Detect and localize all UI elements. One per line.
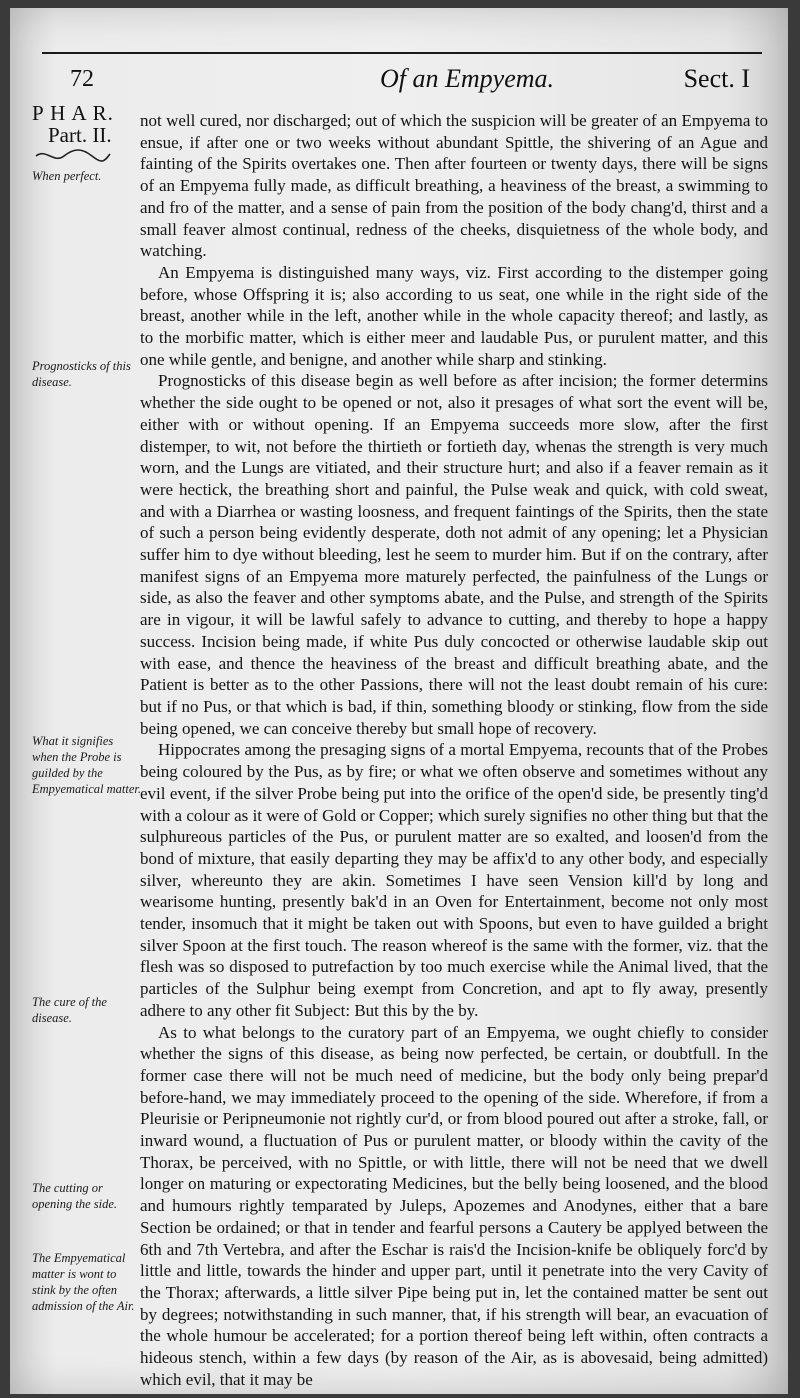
part-label: Part. II. <box>48 123 112 147</box>
running-title: Of an Empyema. <box>380 64 555 93</box>
sidenote-empyematical-matter: The Empyematical matter is wont to stink by the often admission of the Air. <box>32 1251 135 1313</box>
sidenote-cure: The cure of the disease. <box>32 995 107 1025</box>
header-rule <box>42 52 762 54</box>
sidenote-when-perfect: When perfect. <box>32 169 102 183</box>
paragraph-1: not well cured, nor discharged; out of which the suspicion will be greater of an Empyema to ensue, if after one or two weeks without abundant Spittle, the shivering of an Ague and fainting of the Spirits overtakes one. Then after fourteen or twenty days, there will be signs of an Empyema fully made, as difficult breathing, a heaviness of the breast, a swimming to and fro of the matter, and a sense of pain from the position of the body chang'd, thirst and a small feaver almost continual, redness of the cheeks, disquietness of the whole body, and watching. <box>140 111 768 261</box>
paragraph-5: As to what belongs to the curatory part of an Empyema, we ought chiefly to consider whether the signs of this disease, as being now perfected, be certain, or doubtfull. In the former case there will not be much need of medicine, but the body only being prepar'd before-hand, we may immediately proceed to the opening of the side. Wherefore, if from a Pleurisie or Peripneumonie not rightly cur'd, or from blood poured out after a stroke, fall, or inward wound, a fluctuation of Pus or purulent matter, or bloody within the cavity of the Thorax, be perceived, with no Spittle, or with little, there will not be need that we dwell longer on maturing or expectorating Medicines, but the belly being loosened, and the blood and humours rightly temparated by Juleps, Apozemes and Anodynes, either that a bare Section be ordained; or that in tender and fearful persons a Cautery be applyed between the 6th and 7th Vertebra, and after the Eschar is rais'd the Incision-knife be obliquely forc'd by little and little, towards the hinder and upper part, until it penetrate into the very Cavity of the Thorax; afterwards, a little silver Pipe being put in, let the contained matter be sent out by degrees; notwithstanding in such manner, that, if his strength will bear, an evacuation of the whole humour be accelerated; for a portion thereof being left within, often contracts a hideous stench, within a few days (by reason of the Air, as is abovesaid, being admitted) which evil, that it may be <box>140 1022 768 1389</box>
part-marker <box>32 102 132 164</box>
phar-label: P H A R. <box>32 101 114 125</box>
paragraph-2: An Empyema is distinguished many ways, viz. First according to the distemper going before, whose Offspring it is; also according to us seat, one while in the right side of the breast, another while in the left, another while in the whole capacity thereof; and lastly, as to the morbific matter, which is either meer and laudable Pus, or purulent matter, and this one while gentle, and benigne, and another while sharp and stinking. <box>140 262 768 369</box>
section-label: Sect. I <box>683 64 750 93</box>
paragraph-3: Prognosticks of this disease begin as well before as after incision; the former determins whether the side ought to be opened or not, also it presages of what sort the event will be, either with or without opening. If an Empyema succeeds more slow, after the first distemper, to wit, not before the thirtieth or fortieth day, whenas the strength is very much worn, and the Lungs are vitiated, and their structure hurt; and also if a feaver remain as it were hectick, the breathing short and painful, the Pulse weak and quick, with cold sweat, and with a Diarrhea or wasting loosness, and frequent faintings of the Spirits, then the state of such a person being evidently desperate, doth not admit of any opening; let a Physician suffer him to dye without bleeding, lest he seem to murder him. But if on the contrary, after manifest signs of an Empyema more maturely perfected, the painfulness of the Lungs or side, as also the feaver and other symptoms abate, and the Pulse, and strength of the Spirits are in vigour, it will be lawful safely to advance to cutting, and thereby to hope a happy success. Incision being made, if white Pus duly concocted or otherwise laudable skip out with ease, and thence the heaviness of the breast and difficult breathing abate, and the Patient is better as to the other Passions, there will not the least doubt remain of his cure: but if no Pus, or that which is bad, if thin, something bloody or stinking, flow from the side being opened, we can conceive thereby but small hope of recovery. <box>140 371 768 738</box>
sidenote-cutting: The cutting or opening the side. <box>32 1181 118 1211</box>
page-header <box>50 62 758 102</box>
page-number: 72 <box>70 66 94 92</box>
sidenote-what-it-signifies: What it signifies when the Probe is guilded by the Empyematical matter. <box>32 734 142 796</box>
sidenote-prognosticks: Prognosticks of this disease. <box>32 359 131 389</box>
paragraph-4: Hippocrates among the presaging signs of a mortal Empyema, recounts that of the Probes being coloured by the Pus, as by fire; or what we often observe and sometimes without any evil event, if the silver Probe being put into the orifice of the open'd side, be presently ting'd with a colour as it were of Gold or Copper; which surely signifies no other thing but that the sulphureous particles of the Pus, or purulent matter are so exalted, and loosen'd from the bond of mixture, that easily departing they may be affix'd to any other body, and especially silver, whereunto they are akin. Sometimes I have seen Vension kill'd by long and wearisome hunting, presently bak'd in an Oven for Entertainment, become not only most tender, insomuch that it might be taken out with Spoons, but even to have guilded a bright silver Spoon at the first touch. The reason whereof is the same with the former, viz. that the flesh was so disposed to putrefaction by too much exercise while the Animal lived, that the particles of the Sulphur being exempt from Concretion, and apt to fly away, presently adhere to any other fit Subject: But this by the by. <box>140 740 768 1020</box>
main-text <box>140 110 768 1390</box>
ornament-flourish-icon <box>32 148 112 164</box>
book-page <box>10 8 788 1394</box>
